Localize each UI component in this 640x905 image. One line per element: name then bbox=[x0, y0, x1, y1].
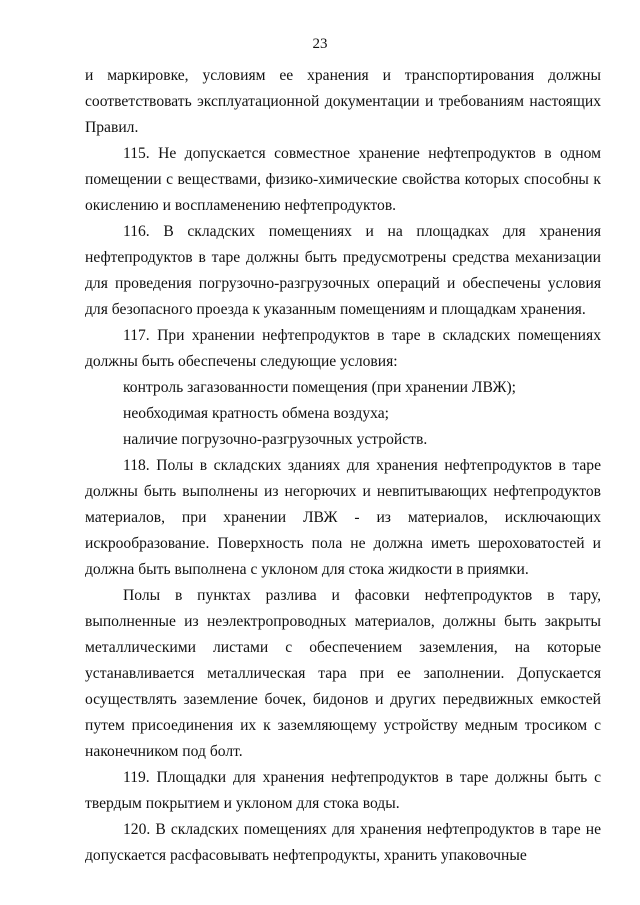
paragraph-119: 119. Площадки для хранения нефтепродуктов в таре должны быть с твердым покрытием и уклоном для стока воды. bbox=[85, 769, 601, 812]
paragraph-120: 120. В складских помещениях для хранения нефтепродуктов в таре не допускается расфасовывать нефтепродукты, хранить упаковочные bbox=[85, 821, 601, 864]
paragraph-continuation: и маркировке, условиям ее хранения и транспортирования должны соответствовать эксплуатационной документации и требованиям настоящих Правил. bbox=[85, 67, 601, 136]
list-item-air-exchange: необходимая кратность обмена воздуха; bbox=[123, 405, 390, 422]
paragraph-118-floors: Полы в пунктах разлива и фасовки нефтепродуктов в тару, выполненные из неэлектропроводных материалов, должны быть закрыты металлическими листами с обеспечением заземления, на которые устанавливается металлическая тара при ее заполнении. Допускается осуществлять заземление бочек, бидонов и других передвижных емкостей путем присоединения их к заземляющему устройству медным тросиком с наконечником под болт. bbox=[85, 587, 601, 760]
paragraph-116: 116. В складских помещениях и на площадках для хранения нефтепродуктов в таре должны быть предусмотрены средства механизации для проведения погрузочно-разгрузочных операций и обеспечены условия для безопасного проезда к указанным помещениям и площадкам хранения. bbox=[85, 223, 601, 318]
document-body bbox=[85, 63, 601, 869]
list-item-loading-devices: наличие погрузочно-разгрузочных устройств. bbox=[123, 431, 428, 448]
list-item-gas-control: контроль загазованности помещения (при хранении ЛВЖ); bbox=[123, 379, 517, 396]
page-number: 23 bbox=[312, 36, 328, 52]
paragraph-117: 117. При хранении нефтепродуктов в таре в складских помещениях должны быть обеспечены следующие условия: bbox=[85, 327, 601, 370]
paragraph-115: 115. Не допускается совместное хранение нефтепродуктов в одном помещении с веществами, физико-химические свойства которых способны к окислению и воспламенению нефтепродуктов. bbox=[85, 145, 601, 214]
paragraph-118: 118. Полы в складских зданиях для хранения нефтепродуктов в таре должны быть выполнены из негорючих и невпитывающих нефтепродуктов материалов, при хранении ЛВЖ - из материалов, исключающих искрообразование. Поверхность пола не должна иметь шероховатостей и должна быть выполнена с уклоном для стока жидкости в приямки. bbox=[85, 457, 601, 578]
